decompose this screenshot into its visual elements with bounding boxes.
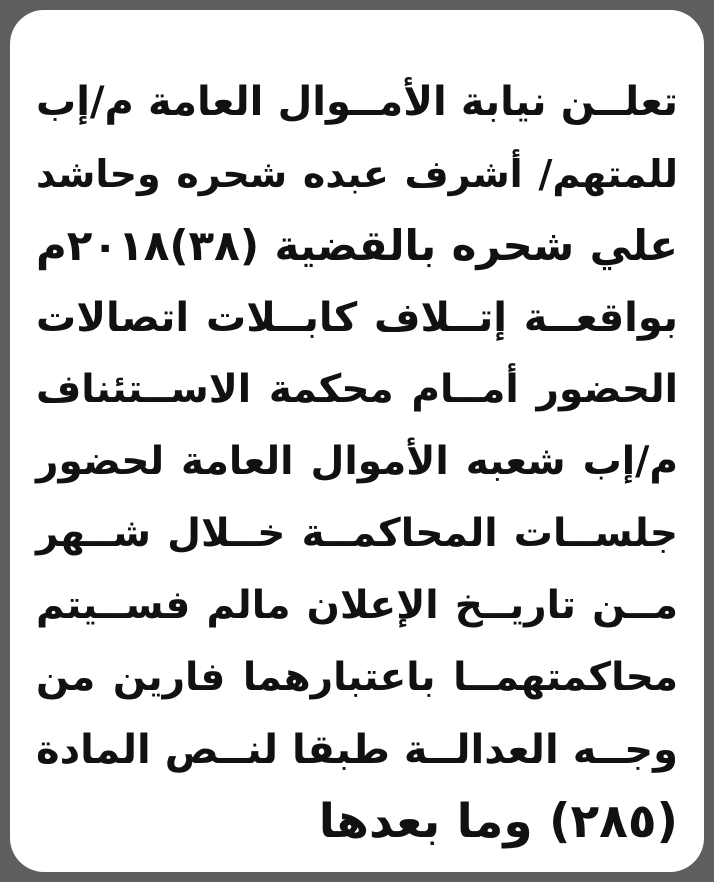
notice-line-10: وجــه العدالــة طبقا لنــص المادة <box>36 727 678 773</box>
notice-line-1: تعلــن نيابة الأمــوال العامة م/إب <box>36 79 678 125</box>
notice-line-9: محاكمتهمــا باعتبارهما فارين من <box>36 655 678 700</box>
notice-line-11: (٢٨٥) وما بعدها <box>318 794 678 849</box>
notice-line-3: علي شحره بالقضية (٣٨)٢٠١٨م <box>36 221 678 270</box>
notice-text <box>36 66 678 858</box>
notice-line-8: مــن تاريــخ الإعلان مالم فســيتم <box>36 583 678 628</box>
notice-line-2: للمتهم/ أشرف عبده شحره وحاشد <box>36 152 678 196</box>
notice-line-6: م/إب شعبه الأموال العامة لحضور <box>36 439 678 484</box>
notice-line-5: الحضور أمــام محكمة الاســتئناف <box>36 367 678 412</box>
notice-line-7: جلســات المحاكمــة خــلال شــهر <box>36 511 678 556</box>
notice-line-4: بواقعــة إتــلاف كابــلات اتصالات <box>36 295 678 341</box>
notice-card <box>10 10 704 872</box>
